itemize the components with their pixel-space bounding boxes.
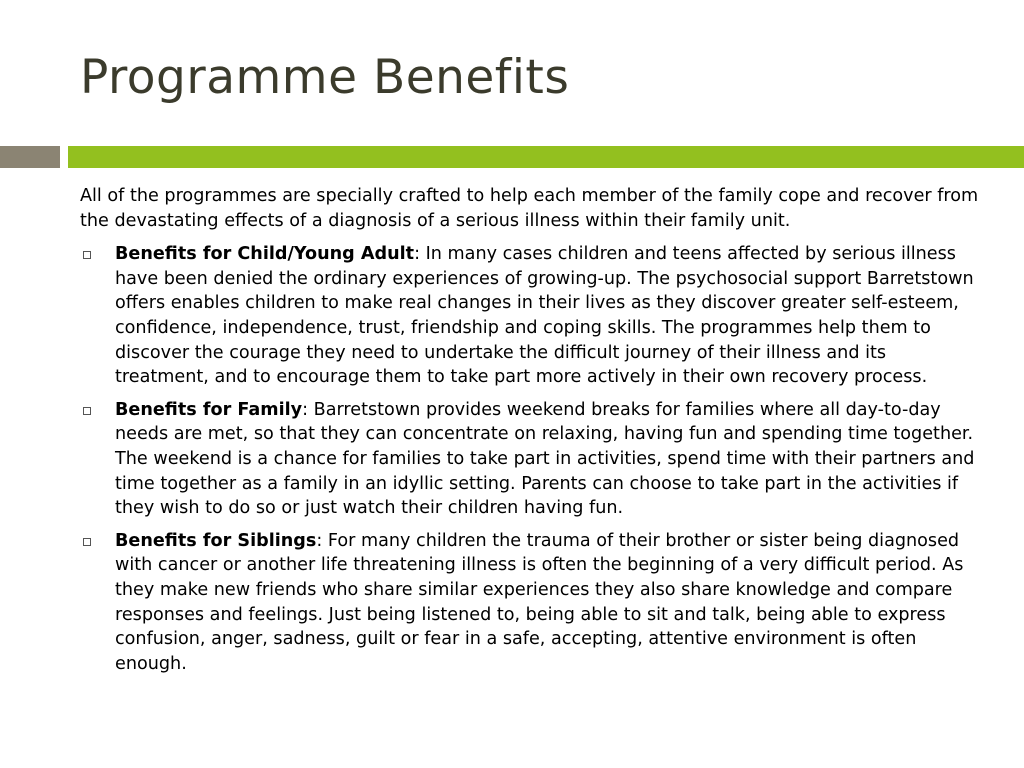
bullet-family (80, 398, 980, 521)
slide-title: Programme Benefits (80, 50, 570, 105)
decorative-bar-grey (0, 146, 60, 168)
bullet-heading: Benefits for Child/Young Adult (115, 244, 415, 265)
square-bullet-icon (83, 538, 91, 546)
bullet-child-young-adult (80, 242, 980, 390)
bullet-text: : In many cases children and teens affected by serious illness have been denied the ordinary experiences of growing-up. The psychosocial support Barretstown offers enables children to make real changes in their lives as they discover greater self-esteem, confidence, independence, trust, friendship and coping skills. The programmes help them to discover the courage they need to undertake the difficult journey of their illness and its treatment, and to encourage them to take part more actively in their own recovery process. (115, 244, 974, 388)
bullet-heading: Benefits for Family (115, 399, 303, 420)
square-bullet-icon (83, 251, 91, 259)
bullet-text: : For many children the trauma of their brother or sister being diagnosed with cancer or another life threatening illness is often the beginning of a very difficult period. As they make new friends who share similar experiences they also share knowledge and compare responses and feelings. Just being listened to, being able to sit and talk, being able to express confusion, anger, sadness, guilt or fear in a safe, accepting, attentive environment is often enough. (115, 530, 964, 674)
bullet-heading: Benefits for Siblings (115, 530, 317, 551)
square-bullet-icon (83, 407, 91, 415)
slide-body (80, 184, 980, 684)
bullet-siblings (80, 529, 980, 677)
bullet-text: : Barretstown provides weekend breaks for families where all day-to-day needs are met, so that they can concentrate on relaxing, having fun and spending time together. The weekend is a chance for families to take part in activities, spend time with their partners and time together as a family in an idyllic setting. Parents can choose to take part in the activities if they wish to do so or just watch their children having fun. (115, 399, 975, 519)
intro-paragraph: All of the programmes are specially crafted to help each member of the family cope and recover from the devastating effects of a diagnosis of a serious illness within their family unit. (80, 186, 979, 231)
decorative-bar-green (68, 146, 1024, 168)
